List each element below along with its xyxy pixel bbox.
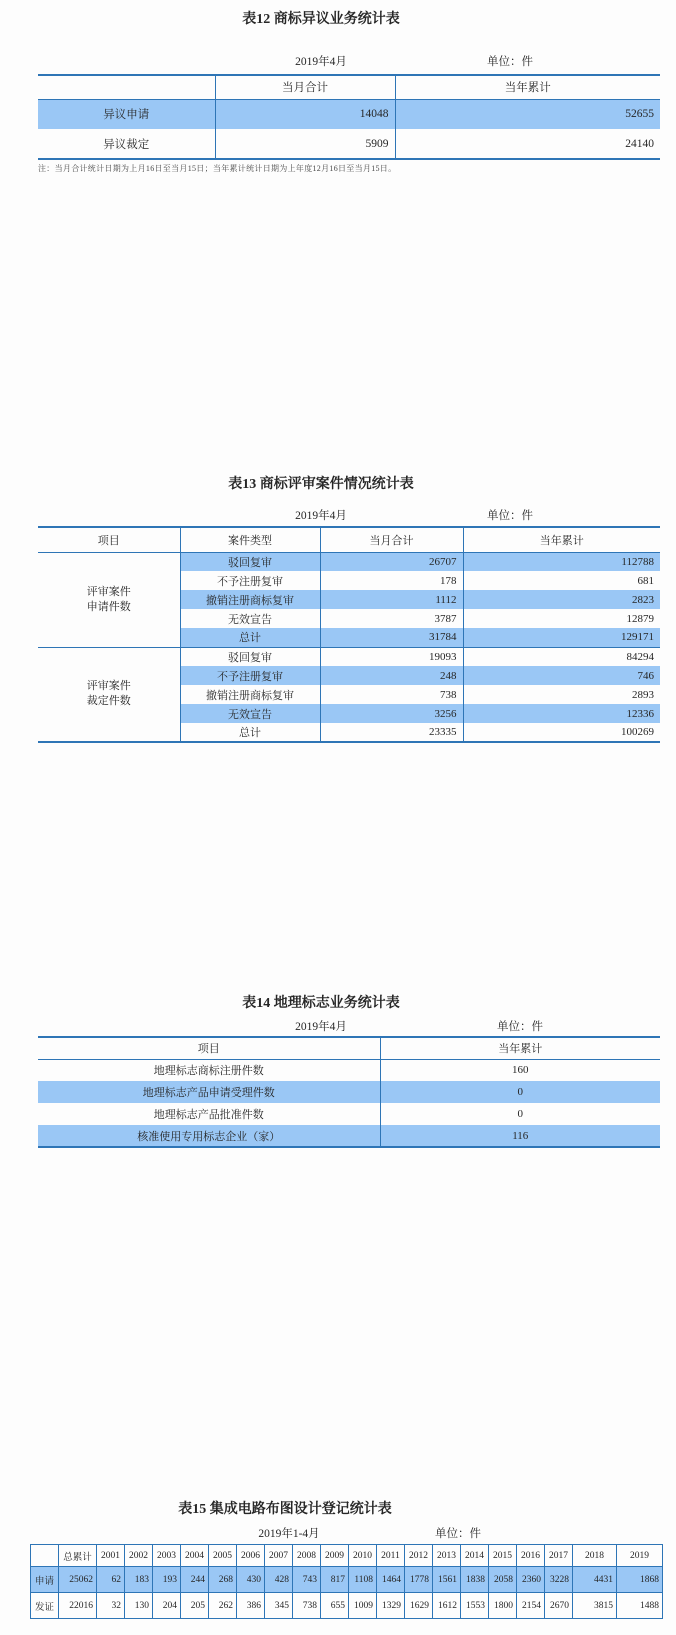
table14-col-item-header: 项目 (38, 1037, 380, 1059)
cell-month-total: 1112 (320, 590, 463, 609)
cell-year-value: 1464 (377, 1567, 405, 1593)
cell-year-value: 743 (293, 1567, 321, 1593)
table15-year-header: 2013 (433, 1545, 461, 1567)
table15-year-header: 2008 (293, 1545, 321, 1567)
cell-month-total: 3787 (320, 609, 463, 628)
table12 (38, 74, 660, 160)
table12-unit-label: 单位：件 (487, 56, 533, 68)
table15-year-header: 2017 (545, 1545, 573, 1567)
table14-period: 2019年4月 (295, 1021, 347, 1033)
cell-case-type: 无效宣告 (180, 609, 320, 628)
table15-year-header: 2005 (209, 1545, 237, 1567)
cell-year-value: 1838 (461, 1567, 489, 1593)
cell-year-value: 62 (97, 1567, 125, 1593)
cell-case-type: 驳回复审 (180, 647, 320, 666)
cell-case-type: 撤销注册商标复审 (180, 590, 320, 609)
table15-year-header: 2002 (125, 1545, 153, 1567)
table15-period: 2019年1-4月 (258, 1528, 320, 1540)
row-label: 发证 (31, 1593, 59, 1619)
table13-col-casetype-header: 案件类型 (180, 527, 320, 552)
table15-year-header: 2012 (405, 1545, 433, 1567)
table12-period: 2019年4月 (295, 56, 347, 68)
table13-unit-label: 单位：件 (487, 510, 533, 522)
cell-year-total: 52655 (395, 99, 660, 129)
table15-col-total-header: 总累计 (59, 1545, 97, 1567)
cell-year-value: 1800 (489, 1593, 517, 1619)
cell-year-value: 32 (97, 1593, 125, 1619)
cell-year-value: 2360 (517, 1567, 545, 1593)
table13-meta (0, 507, 642, 524)
table15-year-header: 2015 (489, 1545, 517, 1567)
cell-year-value: 193 (153, 1567, 181, 1593)
row-label: 地理标志产品申请受理件数 (38, 1081, 380, 1103)
table15-year-header: 2014 (461, 1545, 489, 1567)
cell-year-total: 2893 (463, 685, 660, 704)
table12-meta (0, 53, 642, 70)
cell-year-total: 84294 (463, 647, 660, 666)
cell-year-value: 205 (181, 1593, 209, 1619)
cell-case-type: 总计 (180, 628, 320, 647)
group-label-line1: 评审案件 (86, 585, 131, 598)
table15-year-header: 2018 (573, 1545, 617, 1567)
cell-year-total: 746 (463, 666, 660, 685)
table14-col-year-header: 当年累计 (380, 1037, 660, 1059)
cell-case-type: 不予注册复审 (180, 666, 320, 685)
table12-col-year-header: 当年累计 (395, 75, 660, 99)
table-row (38, 1059, 660, 1081)
cell-year-value: 1612 (433, 1593, 461, 1619)
table15-meta (0, 1525, 578, 1542)
group-label-applications (38, 552, 180, 647)
cell-month-total: 14048 (215, 99, 395, 129)
cell-year-value: 1629 (405, 1593, 433, 1619)
cell-case-type: 无效宣告 (180, 704, 320, 723)
cell-year-value: 1868 (617, 1567, 663, 1593)
cell-year-total: 12879 (463, 609, 660, 628)
table-row-certificates (31, 1593, 663, 1619)
cell-year-value: 386 (237, 1593, 265, 1619)
table-row (38, 1081, 660, 1103)
table-row (38, 129, 660, 159)
cell-grand-total: 25062 (59, 1567, 97, 1593)
table13-col-month-header: 当月合计 (320, 527, 463, 552)
cell-year-value: 655 (321, 1593, 349, 1619)
cell-year-total: 24140 (395, 129, 660, 159)
table12-header-row (38, 75, 660, 99)
cell-year-value: 2058 (489, 1567, 517, 1593)
cell-year-total: 2823 (463, 590, 660, 609)
table15 (30, 1544, 663, 1619)
table-row (38, 552, 660, 571)
table-row (38, 647, 660, 666)
table15-year-header: 2010 (349, 1545, 377, 1567)
cell-month-total: 738 (320, 685, 463, 704)
table15-year-header: 2006 (237, 1545, 265, 1567)
cell-year-value: 2670 (545, 1593, 573, 1619)
cell-year-value: 2154 (517, 1593, 545, 1619)
cell-year-value: 1108 (349, 1567, 377, 1593)
cell-month-total: 3256 (320, 704, 463, 723)
row-label: 核准使用专用标志企业（家） (38, 1125, 380, 1147)
group-label-line2: 裁定件数 (86, 695, 131, 708)
cell-year-value: 430 (237, 1567, 265, 1593)
cell-year-value: 428 (265, 1567, 293, 1593)
cell-month-total: 248 (320, 666, 463, 685)
cell-year-value: 130 (125, 1593, 153, 1619)
table-row-applications (31, 1567, 663, 1593)
table14-section (0, 992, 676, 1148)
cell-year-total: 12336 (463, 704, 660, 723)
group-label-line1: 评审案件 (86, 680, 131, 693)
group-label-line2: 申请件数 (86, 600, 131, 613)
table13-col-item-header: 项目 (38, 527, 180, 552)
cell-year-total: 112788 (463, 552, 660, 571)
cell-year-total: 0 (380, 1103, 660, 1125)
table13-period: 2019年4月 (295, 510, 347, 522)
cell-case-type: 驳回复审 (180, 552, 320, 571)
cell-year-total: 160 (380, 1059, 660, 1081)
table15-corner-cell (31, 1545, 59, 1567)
table13-section (0, 473, 676, 743)
table12-col-month-header: 当月合计 (215, 75, 395, 99)
row-label: 异议申请 (38, 99, 215, 129)
row-label: 异议裁定 (103, 138, 150, 151)
cell-year-value: 4431 (573, 1567, 617, 1593)
table12-corner-cell (38, 75, 215, 99)
cell-case-type: 撤销注册商标复审 (180, 685, 320, 704)
cell-year-value: 738 (293, 1593, 321, 1619)
cell-year-total: 0 (380, 1081, 660, 1103)
cell-month-total: 5909 (215, 129, 395, 159)
row-label: 申请 (31, 1567, 59, 1593)
cell-year-value: 817 (321, 1567, 349, 1593)
table15-year-header: 2019 (617, 1545, 663, 1567)
group-label-rulings (38, 647, 180, 742)
cell-month-total: 19093 (320, 647, 463, 666)
table15-section (0, 1498, 676, 1619)
cell-year-value: 183 (125, 1567, 153, 1593)
table15-header-row (31, 1545, 663, 1567)
cell-grand-total: 22016 (59, 1593, 97, 1619)
table12-section (0, 0, 676, 174)
table15-year-header: 2007 (265, 1545, 293, 1567)
cell-year-value: 1329 (377, 1593, 405, 1619)
cell-year-value: 1009 (349, 1593, 377, 1619)
table14-title: 表14 地理标志业务统计表 (242, 996, 400, 1011)
cell-year-value: 1778 (405, 1567, 433, 1593)
table-row (38, 1125, 660, 1147)
table14-header-row (38, 1037, 660, 1059)
table15-unit-label: 单位：件 (435, 1528, 481, 1540)
row-label: 地理标志商标注册件数 (153, 1065, 264, 1078)
table13 (38, 526, 660, 743)
table12-title: 表12 商标异议业务统计表 (242, 12, 400, 27)
cell-case-type: 不予注册复审 (180, 571, 320, 590)
table13-header-row (38, 527, 660, 552)
table12-footnote: 注：当月合计统计日期为上月16日至当月15日；当年累计统计日期为上年度12月16日至当月15日。 (38, 164, 397, 173)
row-label: 地理标志产品批准件数 (153, 1109, 264, 1121)
table13-col-year-header: 当年累计 (463, 527, 660, 552)
table15-title: 表15 集成电路布图设计登记统计表 (178, 1502, 392, 1517)
table14 (38, 1036, 660, 1148)
cell-year-total: 100269 (463, 723, 660, 742)
cell-month-total: 178 (320, 571, 463, 590)
cell-month-total: 31784 (320, 628, 463, 647)
cell-year-value: 268 (209, 1567, 237, 1593)
cell-year-value: 1488 (617, 1593, 663, 1619)
cell-year-value: 1561 (433, 1567, 461, 1593)
cell-year-value: 345 (265, 1593, 293, 1619)
cell-year-total: 116 (380, 1125, 660, 1147)
cell-year-value: 3228 (545, 1567, 573, 1593)
cell-month-total: 23335 (320, 723, 463, 742)
table14-meta (0, 1018, 642, 1035)
cell-month-total: 26707 (320, 552, 463, 571)
cell-year-value: 3815 (573, 1593, 617, 1619)
table15-year-header: 2001 (97, 1545, 125, 1567)
table13-title: 表13 商标评审案件情况统计表 (228, 477, 414, 492)
table15-year-header: 2011 (377, 1545, 405, 1567)
table-row (38, 1103, 660, 1125)
cell-case-type: 总计 (180, 723, 320, 742)
cell-year-total: 681 (463, 571, 660, 590)
table15-year-header: 2009 (321, 1545, 349, 1567)
cell-year-value: 1553 (461, 1593, 489, 1619)
cell-year-value: 244 (181, 1567, 209, 1593)
table15-year-header: 2003 (153, 1545, 181, 1567)
table14-unit-label: 单位：件 (497, 1021, 543, 1033)
table-row (38, 99, 660, 129)
cell-year-value: 262 (209, 1593, 237, 1619)
cell-year-value: 204 (153, 1593, 181, 1619)
table15-year-header: 2016 (517, 1545, 545, 1567)
cell-year-total: 129171 (463, 628, 660, 647)
table15-year-header: 2004 (181, 1545, 209, 1567)
